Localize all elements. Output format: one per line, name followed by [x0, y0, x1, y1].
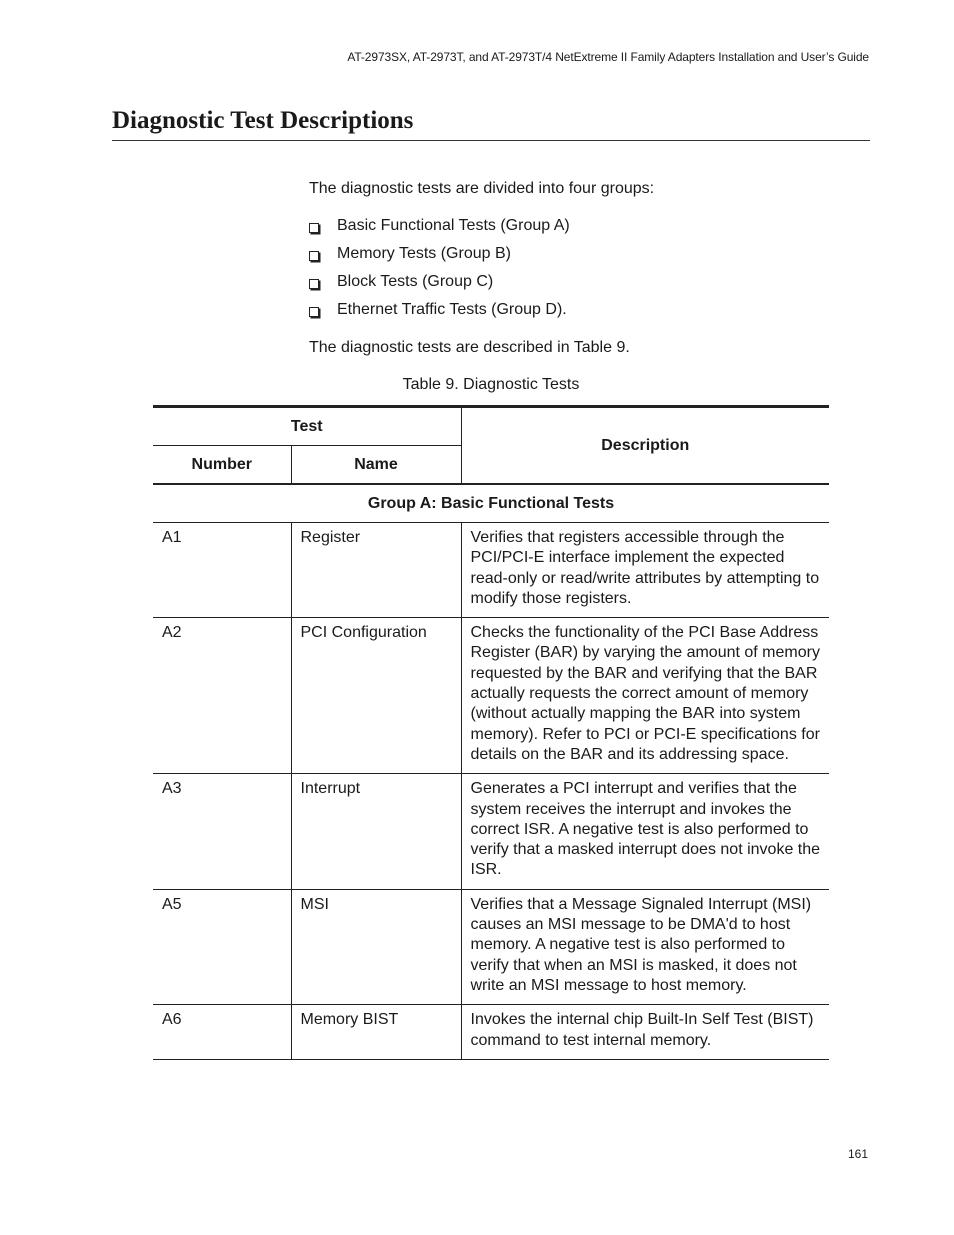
- table-row: [153, 889, 829, 1004]
- test-groups-list: [309, 217, 570, 329]
- header-description: Description: [461, 407, 829, 485]
- list-item-label: Block Tests (Group C): [337, 273, 494, 290]
- header-test: Test: [153, 407, 461, 446]
- checkbox-bullet-icon: [309, 251, 319, 261]
- list-item: [309, 301, 570, 329]
- list-item: [309, 273, 570, 301]
- table-reference-paragraph: [309, 339, 630, 357]
- running-header: AT-2973SX, AT-2973T, and AT-2973T/4 NetExtreme II Family Adapters Installation and User’s Guide: [347, 50, 869, 64]
- checkbox-bullet-icon: [309, 223, 319, 233]
- test-name: Memory BIST: [291, 1005, 461, 1060]
- test-number: A2: [153, 618, 291, 774]
- test-description: Generates a PCI interrupt and verifies that the system receives the interrupt and invokes the correct ISR. A negative test is also performed to verify that a masked interrupt does not invoke the ISR.: [461, 774, 829, 889]
- checkbox-bullet-icon: [309, 279, 319, 289]
- title-rule: [112, 140, 870, 141]
- test-description: Verifies that a Message Signaled Interrupt (MSI) causes an MSI message to be DMA'd to host memory. A negative test is also performed to verify that when an MSI is masked, it does not write an MSI message to host memory.: [461, 889, 829, 1004]
- header-name: Name: [291, 446, 461, 485]
- test-number: A1: [153, 523, 291, 618]
- list-item-label: Memory Tests (Group B): [337, 245, 511, 262]
- list-item: [309, 217, 570, 245]
- test-name: Register: [291, 523, 461, 618]
- page-number: 161: [847, 1147, 868, 1161]
- table-row: [153, 618, 829, 774]
- table-caption: Table 9. Diagnostic Tests: [402, 376, 580, 393]
- diagnostic-tests-table: [153, 405, 829, 1060]
- test-number: A3: [153, 774, 291, 889]
- test-number: A6: [153, 1005, 291, 1060]
- list-item-label: Basic Functional Tests (Group A): [337, 217, 570, 234]
- list-item: [309, 245, 570, 273]
- table-row: [153, 1005, 829, 1060]
- table-reference-text: The diagnostic tests are described in Table 9.: [309, 339, 630, 356]
- test-name: MSI: [291, 889, 461, 1004]
- checkbox-bullet-icon: [309, 307, 319, 317]
- list-item-label: Ethernet Traffic Tests (Group D).: [337, 301, 567, 318]
- test-number: A5: [153, 889, 291, 1004]
- header-number: Number: [153, 446, 291, 485]
- test-name: Interrupt: [291, 774, 461, 889]
- table-row: [153, 774, 829, 889]
- test-name: PCI Configuration: [291, 618, 461, 774]
- intro-paragraph: The diagnostic tests are divided into four groups:: [309, 180, 655, 197]
- test-description: Verifies that registers accessible through the PCI/PCI-E interface implement the expected read-only or read/write attributes by attempting to modify those registers.: [461, 523, 829, 618]
- table-row: [153, 523, 829, 618]
- group-a-label: Group A: Basic Functional Tests: [153, 484, 829, 523]
- group-header-row: [153, 484, 829, 523]
- section-title: Diagnostic Test Descriptions: [112, 107, 414, 134]
- test-description: Invokes the internal chip Built-In Self Test (BIST) command to test internal memory.: [461, 1005, 829, 1060]
- test-description: Checks the functionality of the PCI Base Address Register (BAR) by varying the amount of memory requested by the BAR and verifying that the BAR actually requests the correct amount of memory (without actually mapping the BAR into system memory). Refer to PCI or PCI-E specifications for details on the BAR and its addressing space.: [461, 618, 829, 774]
